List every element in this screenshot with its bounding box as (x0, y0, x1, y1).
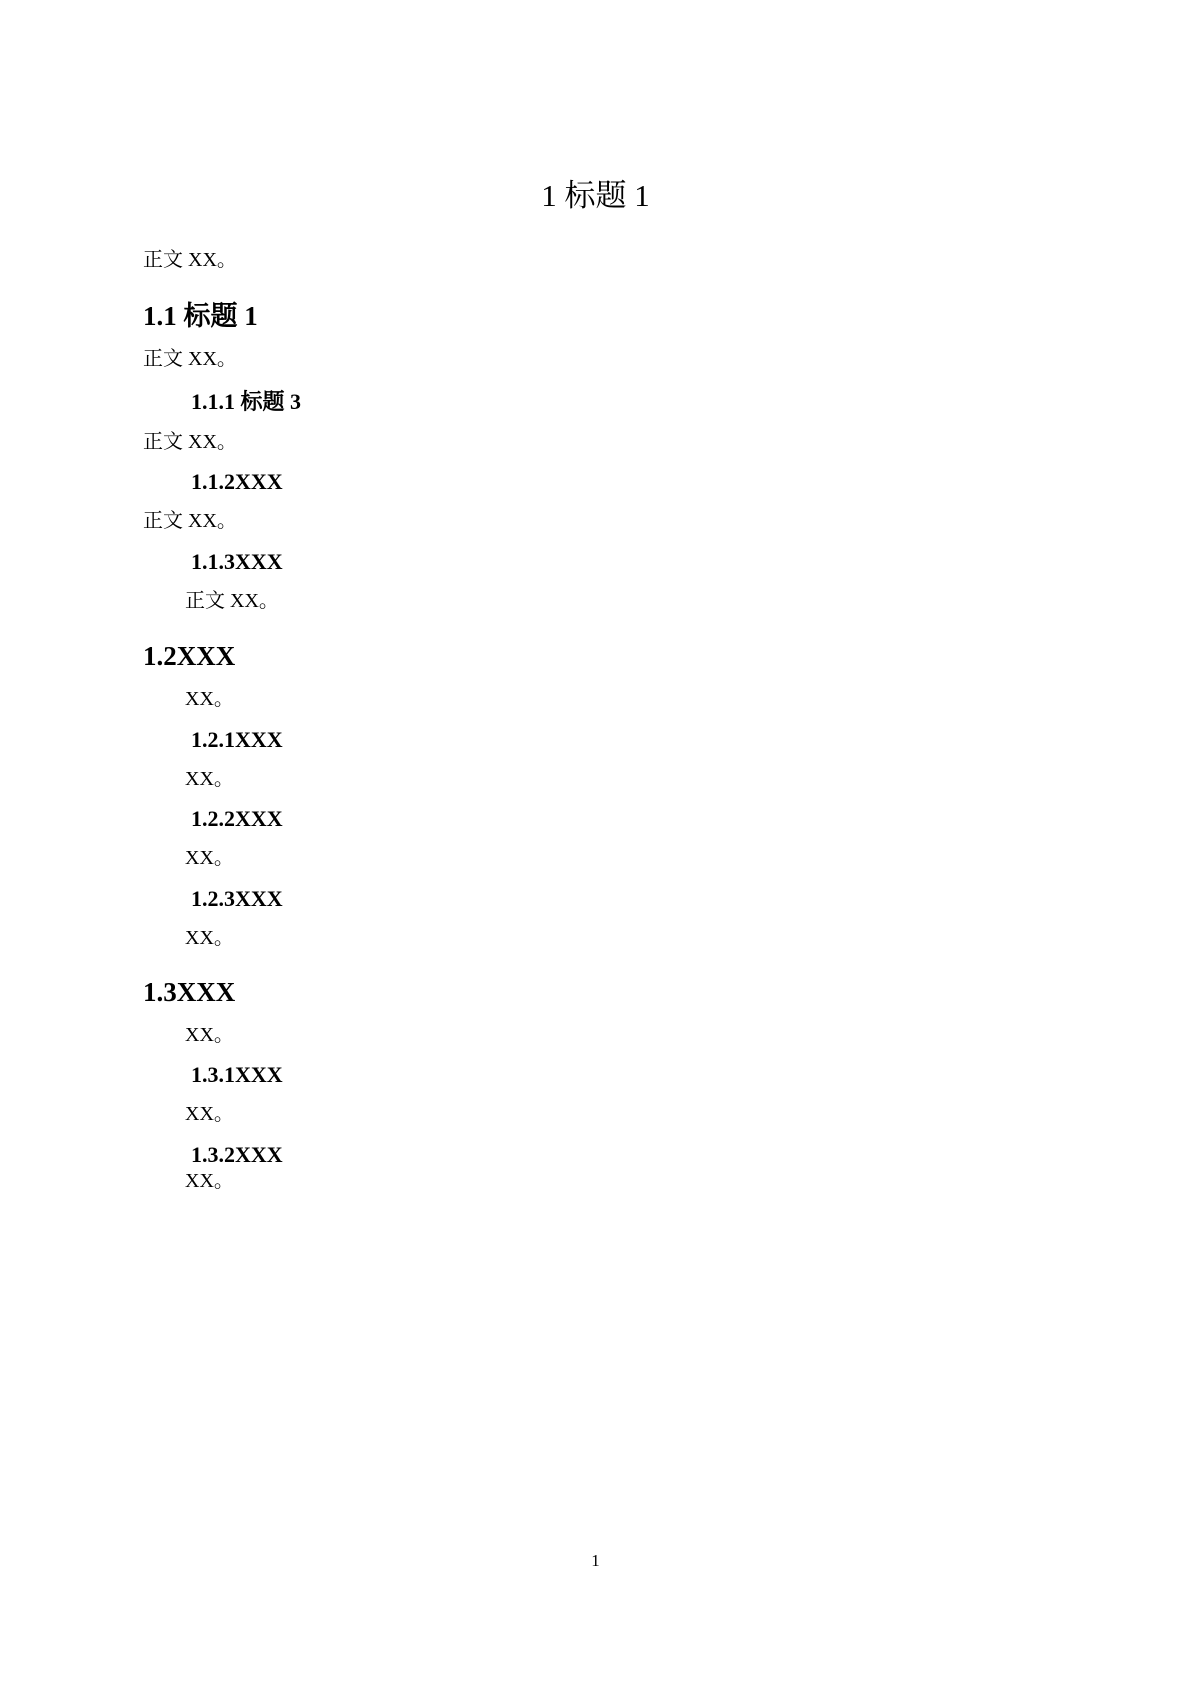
document-title: 1 标题 1 (541, 178, 650, 213)
body-paragraph: XX。 (185, 1103, 234, 1125)
heading-3: 1.2.2XXX (191, 806, 283, 831)
body-paragraph: 正文 XX。 (143, 431, 237, 453)
heading-2: 1.3XXX (143, 977, 236, 1007)
body-paragraph: 正文 XX。 (143, 510, 237, 532)
body-paragraph: XX。 (185, 688, 234, 710)
heading-3: 1.3.2XXX (191, 1142, 283, 1167)
body-paragraph: 正文 XX。 (185, 590, 279, 612)
heading-3: 1.1.2XXX (191, 469, 283, 494)
body-paragraph: XX。 (185, 847, 234, 869)
heading-3: 1.1.1 标题 3 (191, 389, 302, 414)
body-paragraph: XX。 (185, 927, 234, 949)
heading-3: 1.2.1XXX (191, 727, 283, 752)
page-number: 1 (591, 1551, 600, 1570)
heading-3: 1.1.3XXX (191, 549, 283, 574)
body-paragraph: XX。 (185, 768, 234, 790)
heading-3: 1.3.1XXX (191, 1062, 283, 1087)
heading-2: 1.1 标题 1 (143, 301, 258, 331)
body-paragraph: XX。 (185, 1024, 234, 1046)
heading-3: 1.2.3XXX (191, 886, 283, 911)
body-paragraph: 正文 XX。 (143, 348, 237, 370)
heading-2: 1.2XXX (143, 641, 236, 671)
body-paragraph: 正文 XX。 (143, 249, 237, 271)
body-paragraph: XX。 (185, 1170, 234, 1192)
